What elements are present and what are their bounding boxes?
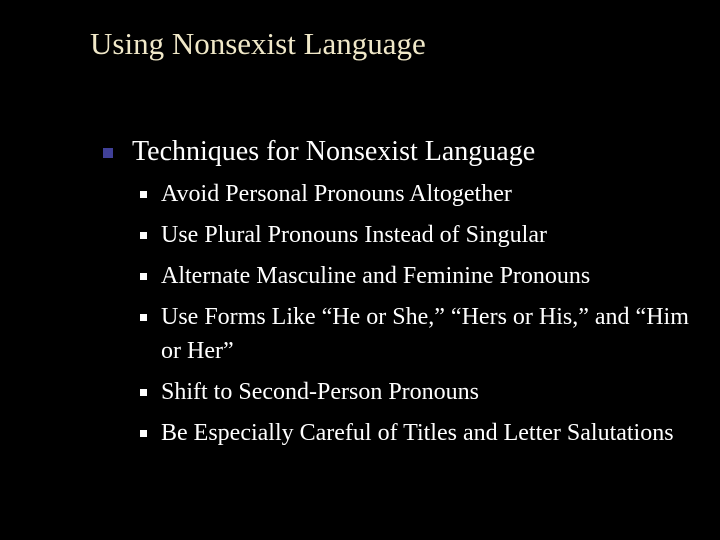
sub-bullet-item: [140, 218, 700, 252]
sub-bullet-text: Alternate Masculine and Feminine Pronouns: [161, 263, 591, 289]
sub-bullet-item: [140, 416, 700, 450]
sub-bullet-item: [140, 300, 700, 368]
small-square-bullet-icon: [140, 430, 147, 437]
sub-bullet-text: Be Especially Careful of Titles and Letter Salutations: [161, 420, 674, 446]
small-square-bullet-icon: [140, 273, 147, 280]
sub-bullet-item: [140, 259, 700, 293]
sub-bullet-text: Use Plural Pronouns Instead of Singular: [161, 222, 547, 248]
sub-bullet-text: Shift to Second-Person Pronouns: [161, 379, 479, 405]
small-square-bullet-icon: [140, 232, 147, 239]
sub-bullet-list: [140, 177, 700, 457]
sub-bullet-text: Avoid Personal Pronouns Altogether: [161, 181, 512, 207]
small-square-bullet-icon: [140, 191, 147, 198]
small-square-bullet-icon: [140, 314, 147, 321]
sub-bullet-item: [140, 177, 700, 211]
sub-bullet-text: Use Forms Like “He or She,” “Hers or His,” and “Him or Her”: [161, 304, 689, 364]
main-bullet-text: Techniques for Nonsexist Language: [132, 136, 536, 167]
slide-title: Using Nonsexist Language: [90, 26, 426, 61]
small-square-bullet-icon: [140, 389, 147, 396]
square-bullet-icon: [103, 148, 113, 158]
sub-bullet-item: [140, 375, 700, 409]
